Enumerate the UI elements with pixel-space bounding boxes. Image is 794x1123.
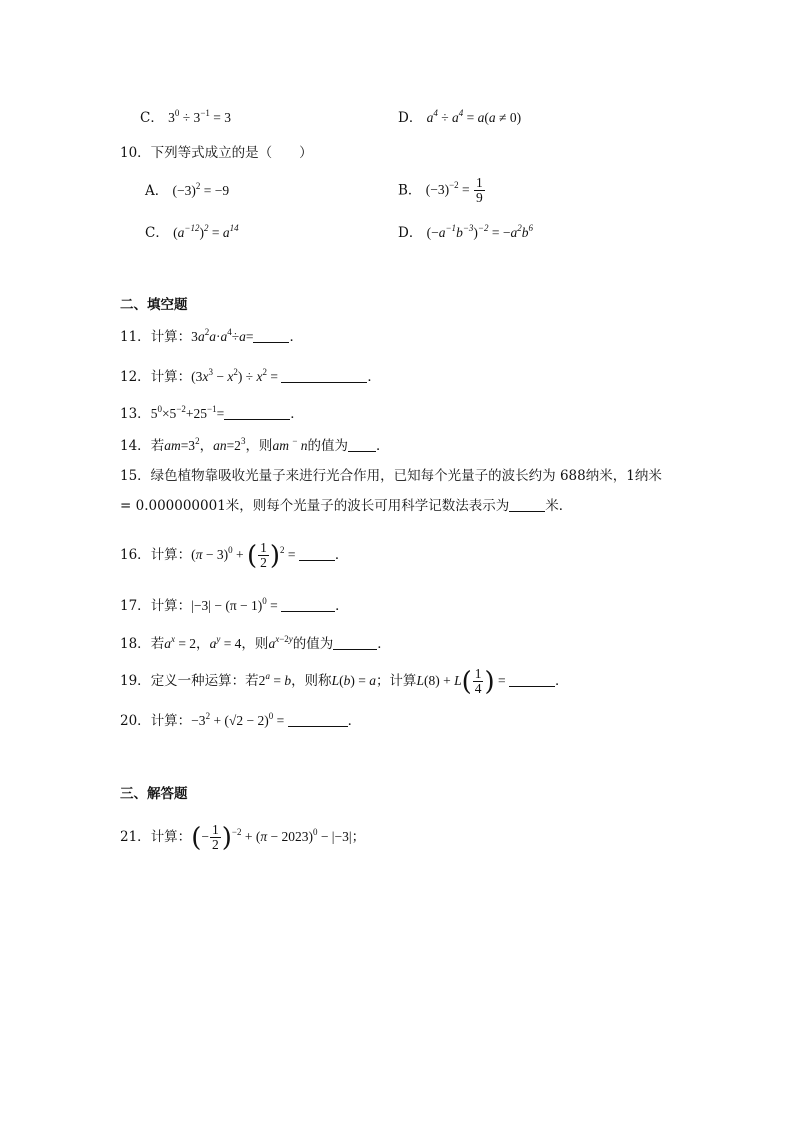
answer-blank[interactable]: [299, 546, 335, 561]
q10-option-d: [398, 223, 533, 243]
question-16: 16．计算：$(\pi - 3)^0$ + ( $\frac{1}{2}$ )$^2$ = ．: [120, 540, 349, 571]
answer-blank[interactable]: [333, 635, 377, 650]
q10-option-b-expr: $(-3)^{-2}$ = $\frac{1}{9}$: [425, 175, 483, 205]
answer-blank[interactable]: [281, 597, 335, 612]
q9-option-d: [398, 108, 521, 128]
tail: 米．: [545, 498, 573, 514]
question-20: 20．计算：$-3^2 + (√2 - 2)^0$ = ．: [120, 711, 362, 729]
question-15-text: = 0.000000001米，则每个光量子的波长可用科学记数法表示为: [120, 498, 510, 514]
q10-option-b: [398, 176, 486, 206]
tail: ．: [289, 329, 303, 345]
question-number: 12．: [120, 369, 151, 385]
q10-option-c: [145, 223, 239, 243]
tail: ．: [334, 547, 349, 563]
tail: ．: [335, 598, 349, 614]
q10-option-a: [145, 181, 229, 201]
answer-blank[interactable]: [288, 712, 348, 727]
question-17: 17．计算：$|-3| - (\pi - 1)^0$ = ．: [120, 596, 349, 614]
q9-option-c: [140, 108, 231, 128]
question-number: 21．: [120, 829, 151, 845]
option-label: A．: [145, 183, 169, 199]
question-11: 11．计算：$3a^2a\cdot a^4\div a=$ ．: [120, 327, 303, 345]
section-2-title: 二、填空题: [120, 297, 188, 313]
tail: ．: [377, 636, 391, 652]
option-label: C．: [140, 110, 164, 126]
question-21: 21．计算：(− $\frac{1}{2}$ )$^{-2} + (\pi - 2023)^0 - |-3|$；: [120, 822, 366, 853]
option-label: B．: [398, 182, 422, 199]
tail: ．: [367, 369, 381, 385]
question-12: 12．计算：$(3x^3 - x^2) \div x^2$ = ．: [120, 367, 381, 385]
question-14: 14．若$am=3^2$，$an=2^3$，则am − n的值为 ．: [120, 436, 390, 454]
tail: ．: [376, 438, 390, 454]
section-3-title: 三、解答题: [120, 786, 188, 802]
answer-blank[interactable]: [253, 328, 289, 343]
tail: ．: [290, 406, 304, 422]
q10-option-a-expr: $(-3)^2 = -9$: [172, 181, 230, 198]
tail: ．: [555, 673, 569, 689]
question-number: 18．: [120, 636, 151, 652]
question-number: 16．: [120, 547, 151, 563]
question-number: 14．: [120, 438, 151, 454]
tail: ．: [347, 713, 362, 729]
q10-stem: 10．下列等式成立的是（ ）: [120, 145, 313, 161]
answer-blank[interactable]: [509, 497, 545, 512]
answer-blank[interactable]: [348, 437, 376, 452]
q9-option-d-expr: $a^4 \div a^4 = a(a \ne 0)$: [426, 108, 522, 125]
question-number: 17．: [120, 598, 151, 614]
question-15-line-1: 15．绿色植物靠吸收光量子来进行光合作用，已知每个光量子的波长约为 688纳米，1纳米: [120, 468, 662, 484]
question-number: 20．: [120, 713, 151, 729]
question-13: 13．$5^0\times 5^{-2}+25^{-1}=$ ．: [120, 404, 304, 422]
option-label: D．: [398, 225, 423, 241]
q10-option-d-expr: $(-a^{-1}b^{-3})^{-2} = -a^2b^6$: [426, 223, 533, 240]
q9-option-c-expr: $3^0 \div 3^{-1} = 3$: [168, 108, 232, 125]
answer-blank[interactable]: [224, 405, 290, 420]
q10-option-c-expr: $(a^{-12})^2 = a^{14}$: [173, 223, 239, 240]
option-label: C．: [145, 225, 169, 241]
answer-blank[interactable]: [281, 368, 367, 383]
question-number: 13．: [120, 406, 151, 422]
option-label: D．: [398, 110, 423, 126]
question-number: 19．: [120, 673, 151, 689]
question-number: 11．: [120, 329, 151, 345]
question-15-line-2: [120, 496, 572, 516]
answer-blank[interactable]: [509, 672, 555, 687]
question-18: 18．若$a^x = 2$，$a^y = 4$，则$a^{x-2y}$的值为 ．: [120, 634, 391, 652]
question-19: 19．定义一种运算：若$2^a = b$，则称L(b) = a；计算L(8) + L( $\frac{1}{4}$ ) = ．: [120, 666, 569, 697]
